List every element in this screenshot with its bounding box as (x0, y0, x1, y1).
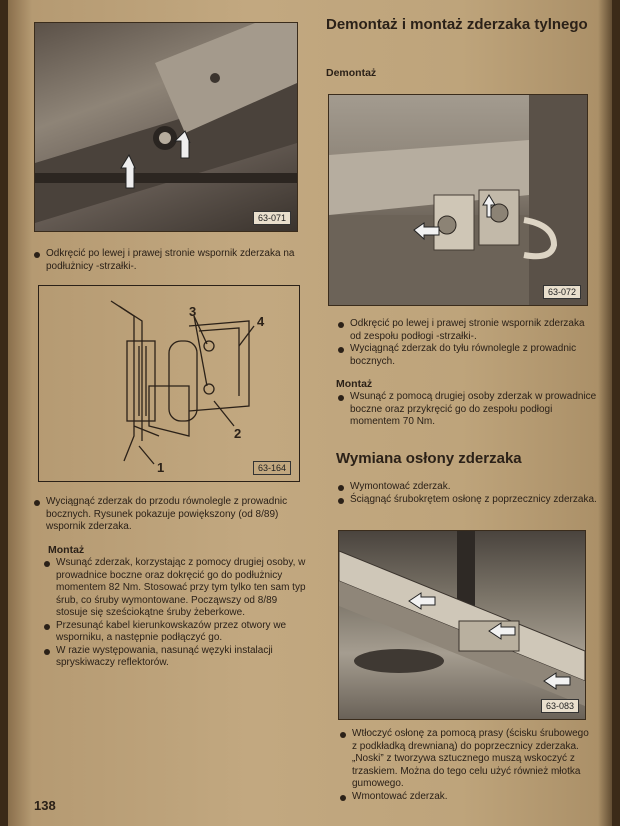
list-item: Wsunąć z pomocą drugiej osoby zderzak w prowadnice boczne oraz przykręcić go do zespołu podłogi momentem 70 Nm. (336, 391, 598, 429)
list-item: Odkręcić po lewej i prawej stronie wspornik zderzaka na podłużnicy -strzałki-. (32, 248, 304, 273)
figure-code: 63-071 (253, 211, 291, 225)
photo-rear-bumper-bracket (328, 94, 588, 306)
list-item: Wymontować zderzak. (336, 481, 598, 494)
list-item: Wtłoczyć osłonę za pomocą prasy (ścisku śrubowego z podkładką drewnianą) do poprzecznicy zderzaka. „Noski” z tworzywa sztucznego muszą wskoczyć z trzaskiem. Można do tego celu użyć również młotka gumowego. (338, 728, 596, 791)
page-number: 138 (34, 798, 56, 813)
diagram-label-3: 3 (189, 304, 197, 319)
list-item: W razie występowania, nasunąć węzyki instalacji spryskiwaczy reflektorów. (42, 645, 310, 670)
list-item: Wsunąć zderzak, korzystając z pomocy drugiej osoby, w prowadnice boczne oraz dokręcić go do podłużnicy momentem 82 Nm. Stosować przy tym tylko ten sam typ śrub, co śruby wymontowane. Począwszy od 8/89 stosuje się sześciokątne śruby żeberkowe. (42, 557, 310, 620)
diagram-bracket (38, 285, 300, 482)
left-bullets-2 (32, 496, 304, 534)
photo3-illustration (339, 531, 585, 719)
list-item: Ściągnąć śrubokrętem osłonę z poprzecznicy zderzaka. (336, 494, 598, 507)
diagram-drawing (39, 286, 299, 481)
list-item: Wyciągnąć zderzak do tyłu równolegle z prowadnic bocznych. (336, 343, 598, 368)
list-item: Wmontować zderzak. (338, 791, 596, 804)
right-montaz-heading: Montaż (336, 378, 373, 390)
section-title-cover: Wymiana osłony zderzaka (336, 450, 522, 467)
left-montaz-bullets (42, 557, 310, 670)
right-bullets-2 (336, 481, 598, 506)
figure-code: 63-164 (253, 461, 291, 475)
photo1-illustration (35, 23, 297, 231)
list-item: Wyciągnąć zderzak do przodu równolegle z prowadnic bocznych. Rysunek pokazuje powiększony (od 8/89) wspornik zderzaka. (32, 496, 304, 534)
right-bullets-1 (336, 318, 598, 368)
section-title-rear-bumper: Demontaż i montaż zderzaka tylnego (326, 16, 588, 33)
left-bullets-1 (32, 248, 304, 273)
left-montaz-heading: Montaż (48, 544, 85, 556)
diagram-label-1: 1 (157, 460, 165, 475)
diagram-label-4: 4 (257, 314, 265, 329)
manual-page (8, 0, 612, 826)
right-montaz-bullets (336, 391, 598, 429)
list-item: Przesunąć kabel kierunkowskazów przez otwory we wsporniku, a następnie podłączyć go. (42, 620, 310, 645)
right-bullets-3 (338, 728, 596, 803)
photo-front-bumper-bracket (34, 22, 298, 232)
diagram-label-2: 2 (234, 426, 242, 441)
list-item: Odkręcić po lewej i prawej stronie wspornik zderzaka od zespołu podłogi -strzałki-. (336, 318, 598, 343)
figure-code: 63-072 (543, 285, 581, 299)
right-demontaz-heading: Demontaż (326, 67, 377, 79)
figure-code: 63-083 (541, 699, 579, 713)
photo-bumper-cover-press (338, 530, 586, 720)
photo2-illustration (329, 95, 587, 305)
